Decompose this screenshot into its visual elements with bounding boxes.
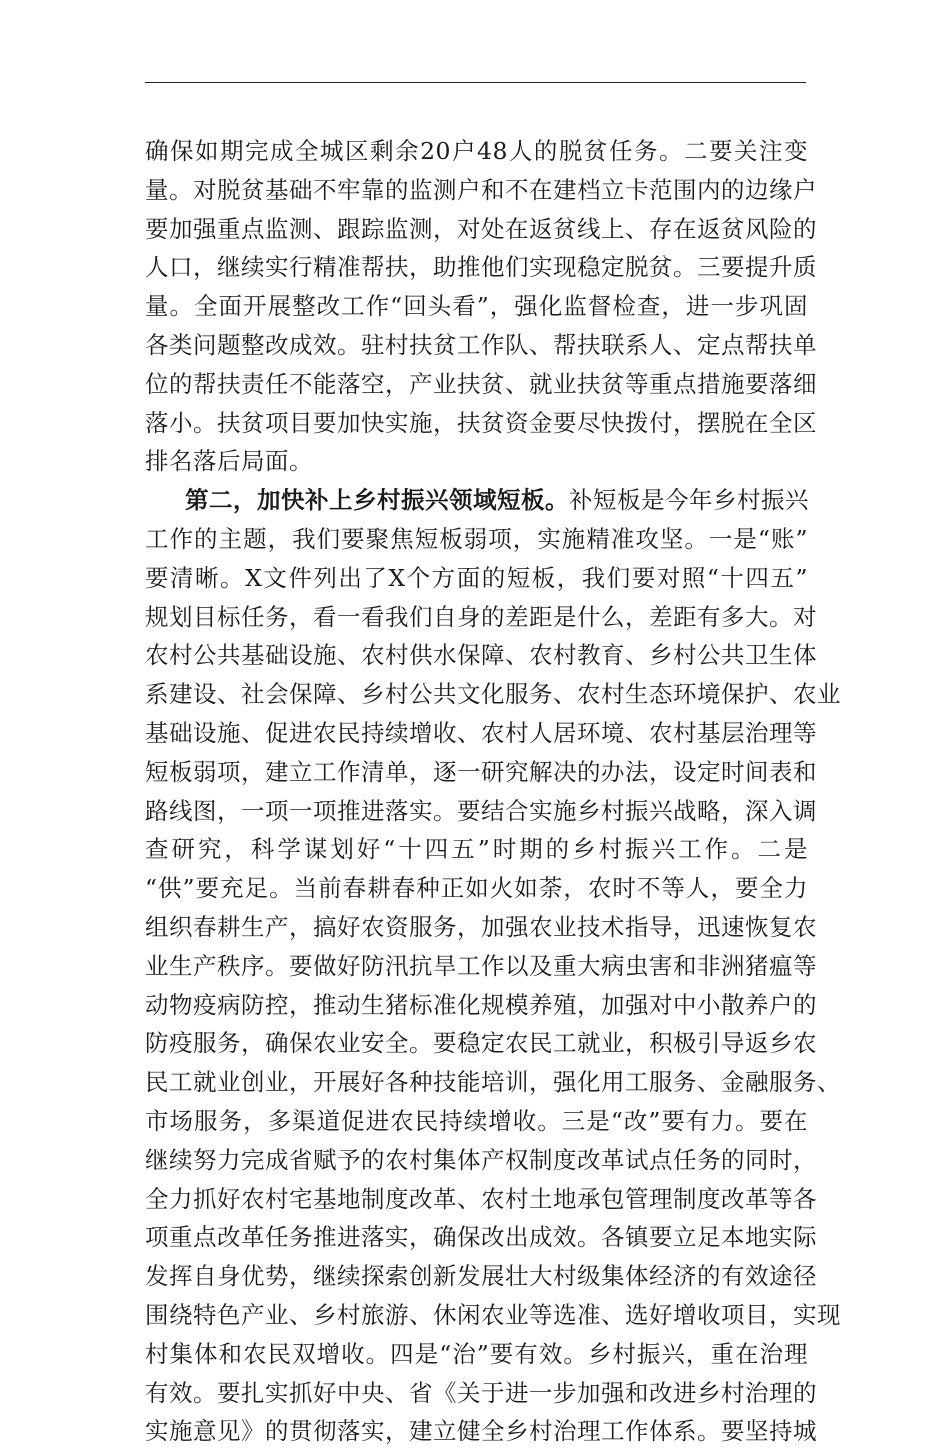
text-line: 民工就业创业，开展好各种技能培训，强化用工服务、金融服务、 bbox=[145, 1068, 841, 1097]
text-line: 业生产秩序。要做好防汛抗旱工作以及重大病虫害和非洲猪瘟等 bbox=[145, 951, 817, 980]
text-line: 市场服务，多渠道促进农民持续增收。三是“改”要有力。要在 bbox=[145, 1106, 808, 1135]
text-line: 基础设施、促进农民持续增收、农村人居环境、农村基层治理等 bbox=[145, 718, 817, 747]
text-line: 路线图，一项一项推进落实。要结合实施乡村振兴战略，深入调 bbox=[145, 796, 817, 825]
text-line: 继续努力完成省赋予的农村集体产权制度改革试点任务的同时， bbox=[145, 1145, 817, 1174]
text-line: 项重点改革任务推进落实，确保改出成效。各镇要立足本地实际 bbox=[145, 1223, 817, 1252]
text-line: 农村公共基础设施、农村供水保障、农村教育、乡村公共卫生体 bbox=[145, 641, 817, 670]
text-line: 防疫服务，确保农业安全。要稳定农民工就业，积极引导返乡农 bbox=[145, 1029, 817, 1058]
text-line: 组织春耕生产，搞好农资服务，加强农业技术指导，迅速恢复农 bbox=[145, 912, 817, 941]
text-line: 要加强重点监测、跟踪监测，对处在返贫线上、存在返贫风险的 bbox=[145, 214, 817, 243]
text-line: 短板弱项，建立工作清单，逐一研究解决的办法，设定时间表和 bbox=[145, 757, 817, 786]
text-line: 各类问题整改成效。驻村扶贫工作队、帮扶联系人、定点帮扶单 bbox=[145, 330, 817, 359]
text-line: 实施意见》的贯彻落实，建立健全乡村治理工作体系。要坚持城 bbox=[145, 1417, 817, 1446]
text-line: 查研究，科学谋划好“十四五”时期的乡村振兴工作。二是 bbox=[145, 835, 808, 864]
text-line: 动物疫病防控，推动生猪标准化规模养殖，加强对中小散养户的 bbox=[145, 990, 817, 1019]
text-line: 量。全面开展整改工作“回头看”，强化监督检查，进一步巩固 bbox=[145, 292, 808, 321]
text-line: 工作的主题，我们要聚焦短板弱项，实施精准攻坚。一是“账” bbox=[145, 524, 808, 553]
text-line: 围绕特色产业、乡村旅游、休闲农业等选准、选好增收项目，实现 bbox=[145, 1300, 841, 1329]
text-line: 确保如期完成全城区剩余20户48人的脱贫任务。二要关注变 bbox=[145, 137, 808, 165]
paragraph-first-line bbox=[145, 481, 808, 520]
text-line: 规划目标任务，看一看我们自身的差距是什么，差距有多大。对 bbox=[145, 602, 817, 631]
text-line: 位的帮扶责任不能落空，产业扶贫、就业扶贫等重点措施要落细 bbox=[145, 369, 817, 398]
text-line: 排名落后局面。 bbox=[145, 447, 313, 476]
text-line: 要清晰。X文件列出了X个方面的短板，我们要对照“十四五” bbox=[145, 563, 808, 592]
text-line: 人口，继续实行精准帮扶，助推他们实现稳定脱贫。三要提升质 bbox=[145, 253, 817, 282]
text-span: 补短板是今年乡村振兴 bbox=[569, 486, 809, 515]
text-line: “供”要充足。当前春耕春种正如火如荼，农时不等人，要全力 bbox=[145, 874, 808, 903]
text-line: 发挥自身优势，继续探索创新发展壮大村级集体经济的有效途径 bbox=[145, 1262, 817, 1291]
text-line: 落小。扶贫项目要加快实施，扶贫资金要尽快拨付，摆脱在全区 bbox=[145, 408, 817, 437]
text-line: 全力抓好农村宅基地制度改革、农村土地承包管理制度改革等各 bbox=[145, 1184, 817, 1213]
text-line: 系建设、社会保障、乡村公共文化服务、农村生态环境保护、农业 bbox=[145, 680, 841, 709]
text-line: 村集体和农民双增收。四是“治”要有效。乡村振兴，重在治理 bbox=[145, 1339, 808, 1368]
text-line: 有效。要扎实抓好中央、省《关于进一步加强和改进乡村治理的 bbox=[145, 1378, 817, 1407]
header-rule bbox=[145, 82, 806, 83]
section-heading: 第二，加快补上乡村振兴领域短板。 bbox=[185, 486, 569, 515]
text-line: 量。对脱贫基础不牢靠的监测户和不在建档立卡范围内的边缘户 bbox=[145, 175, 817, 204]
body-text bbox=[145, 132, 841, 1451]
